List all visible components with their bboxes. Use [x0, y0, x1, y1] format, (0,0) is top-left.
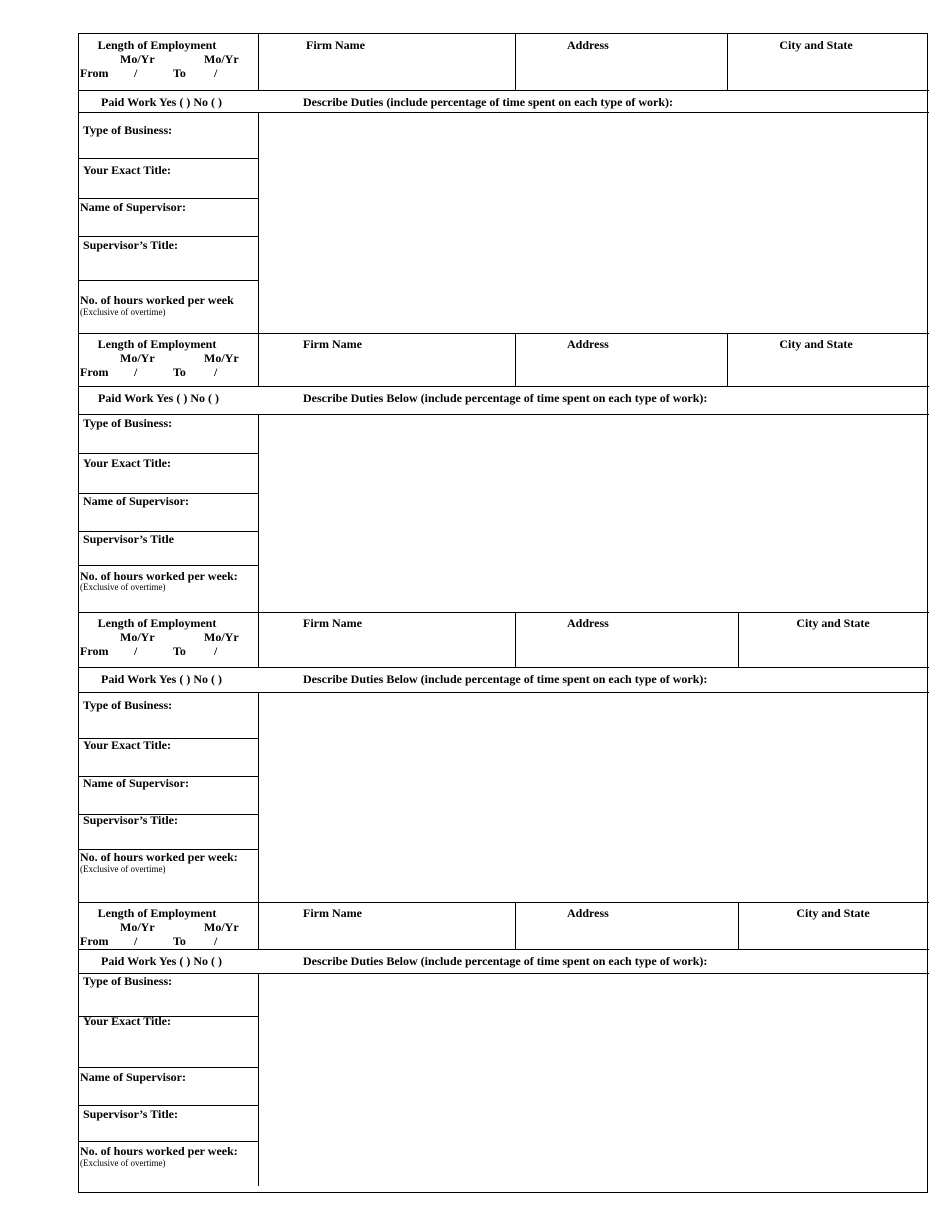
field-divider: [79, 280, 258, 281]
supervisor-title-label: Supervisor’s Title:: [83, 813, 178, 827]
mo-yr-label: Mo/Yr: [204, 920, 239, 934]
mo-yr-label: Mo/Yr: [120, 52, 155, 66]
header-row-divider: [79, 386, 929, 387]
firm-name-label: Firm Name: [306, 38, 365, 52]
slash: /: [134, 365, 138, 379]
field-divider: [79, 453, 258, 454]
paid-row-divider: [79, 414, 929, 415]
from-label: From: [80, 365, 109, 379]
mo-yr-label: Mo/Yr: [204, 52, 239, 66]
hours-per-week-label: No. of hours worked per week:: [80, 569, 238, 583]
slash: /: [214, 365, 218, 379]
column-divider: [515, 902, 516, 949]
exact-title-label: Your Exact Title:: [83, 1014, 172, 1028]
column-divider: [258, 34, 259, 90]
paid-row-divider: [79, 112, 929, 113]
column-divider: [515, 333, 516, 386]
hours-per-week-label: No. of hours worked per week:: [80, 1144, 238, 1158]
to-label: To: [173, 365, 186, 379]
length-of-employment-label: Length of Employment: [97, 906, 217, 920]
address-label: Address: [567, 337, 609, 351]
slash: /: [134, 934, 138, 948]
paid-work-label: Paid Work Yes ( ) No ( ): [98, 391, 219, 405]
field-divider: [79, 236, 258, 237]
header-row-divider: [79, 949, 929, 950]
city-state-label: City and State: [779, 337, 853, 351]
from-label: From: [80, 644, 109, 658]
supervisor-title-label: Supervisor’s Title:: [83, 238, 178, 252]
firm-name-label: Firm Name: [303, 337, 362, 351]
slash: /: [214, 66, 218, 80]
mo-yr-label: Mo/Yr: [120, 630, 155, 644]
paid-row-divider: [79, 973, 929, 974]
column-divider: [515, 34, 516, 90]
hours-per-week-label: No. of hours worked per week: [80, 293, 234, 307]
column-divider: [258, 692, 259, 902]
city-state-label: City and State: [796, 906, 870, 920]
header-row-divider: [79, 90, 929, 91]
column-divider: [258, 612, 259, 667]
mo-yr-label: Mo/Yr: [204, 630, 239, 644]
describe-duties-label: Describe Duties Below (include percentage of time spent on each type of work):: [303, 954, 708, 968]
to-label: To: [173, 66, 186, 80]
field-divider: [79, 565, 258, 566]
supervisor-name-label: Name of Supervisor:: [83, 776, 189, 790]
block-separator: [79, 902, 929, 903]
column-divider: [515, 612, 516, 667]
slash: /: [214, 934, 218, 948]
type-of-business-label: Type of Business:: [83, 416, 173, 430]
field-divider: [79, 1141, 258, 1142]
from-label: From: [80, 934, 109, 948]
city-state-label: City and State: [779, 38, 853, 52]
mo-yr-label: Mo/Yr: [120, 351, 155, 365]
to-label: To: [173, 644, 186, 658]
firm-name-label: Firm Name: [303, 906, 362, 920]
supervisor-name-label: Name of Supervisor:: [83, 494, 189, 508]
column-divider: [258, 902, 259, 949]
overtime-note: (Exclusive of overtime): [80, 582, 166, 592]
supervisor-name-label: Name of Supervisor:: [80, 1070, 186, 1084]
supervisor-title-label: Supervisor’s Title:: [83, 1107, 178, 1121]
overtime-note: (Exclusive of overtime): [80, 1158, 166, 1168]
city-state-label: City and State: [796, 616, 870, 630]
type-of-business-label: Type of Business:: [83, 123, 173, 137]
slash: /: [214, 644, 218, 658]
block-separator: [79, 333, 929, 334]
length-of-employment-label: Length of Employment: [97, 337, 217, 351]
paid-row-divider: [79, 692, 929, 693]
exact-title-label: Your Exact Title:: [83, 738, 172, 752]
type-of-business-label: Type of Business:: [83, 698, 173, 712]
column-divider: [258, 333, 259, 386]
overtime-note: (Exclusive of overtime): [80, 307, 166, 317]
exact-title-label: Your Exact Title:: [83, 456, 172, 470]
address-label: Address: [567, 38, 609, 52]
from-label: From: [80, 66, 109, 80]
describe-duties-label: Describe Duties (include percentage of time spent on each type of work):: [303, 95, 674, 109]
mo-yr-label: Mo/Yr: [204, 351, 239, 365]
firm-name-label: Firm Name: [303, 616, 362, 630]
column-divider: [258, 414, 259, 612]
type-of-business-label: Type of Business:: [83, 974, 173, 988]
employment-history-form: [78, 33, 928, 1193]
hours-per-week-label: No. of hours worked per week:: [80, 850, 238, 864]
slash: /: [134, 66, 138, 80]
field-divider: [79, 1067, 258, 1068]
overtime-note: (Exclusive of overtime): [80, 864, 166, 874]
exact-title-label: Your Exact Title:: [83, 163, 172, 177]
field-divider: [79, 158, 258, 159]
address-label: Address: [567, 616, 609, 630]
length-of-employment-label: Length of Employment: [97, 616, 217, 630]
paid-work-label: Paid Work Yes ( ) No ( ): [101, 95, 222, 109]
paid-work-label: Paid Work Yes ( ) No ( ): [101, 954, 222, 968]
address-label: Address: [567, 906, 609, 920]
field-divider: [79, 1105, 258, 1106]
to-label: To: [173, 934, 186, 948]
column-divider: [258, 973, 259, 1186]
describe-duties-label: Describe Duties Below (include percentage of time spent on each type of work):: [303, 391, 708, 405]
describe-duties-label: Describe Duties Below (include percentage of time spent on each type of work):: [303, 672, 708, 686]
length-of-employment-label: Length of Employment: [97, 38, 217, 52]
header-row-divider: [79, 667, 929, 668]
supervisor-title-label: Supervisor’s Title: [83, 532, 175, 546]
paid-work-label: Paid Work Yes ( ) No ( ): [101, 672, 222, 686]
mo-yr-label: Mo/Yr: [120, 920, 155, 934]
slash: /: [134, 644, 138, 658]
column-divider: [258, 112, 259, 333]
supervisor-name-label: Name of Supervisor:: [80, 200, 186, 214]
field-divider: [79, 198, 258, 199]
block-separator: [79, 612, 929, 613]
